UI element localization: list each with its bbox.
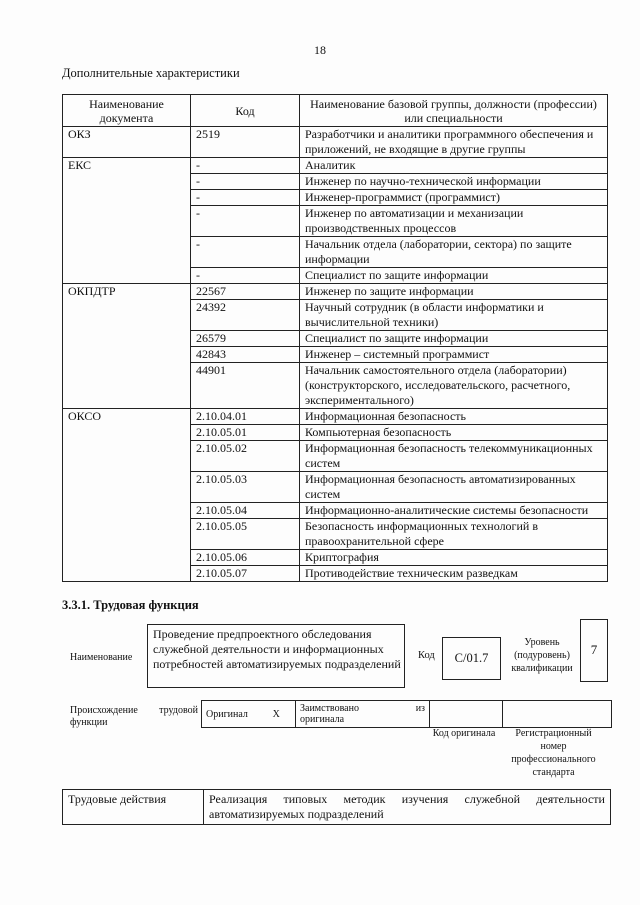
- code-cell: 44901: [191, 363, 300, 409]
- code-cell: -: [191, 158, 300, 174]
- name-cell: Информационная безопасность автоматизированных систем: [300, 472, 608, 503]
- table-row: [63, 127, 608, 158]
- table-row: [63, 363, 608, 409]
- labor-actions-table: [62, 789, 611, 825]
- action-word: изучения: [401, 792, 449, 806]
- origin-label-line2: функции: [70, 717, 108, 728]
- code-cell: 2.10.05.03: [191, 472, 300, 503]
- table-row: [63, 284, 608, 300]
- doc-cell-eks: ЕКС: [63, 158, 191, 174]
- table-row: [63, 566, 608, 582]
- table-row: [63, 472, 608, 503]
- origin-label-word1: Происхождение: [70, 705, 138, 716]
- table-row: [63, 237, 608, 268]
- original-label: Оригинал: [202, 701, 258, 728]
- action-word: Реализация: [209, 792, 268, 806]
- borrowed-word1: Заимствовано: [300, 703, 359, 714]
- table-row: [63, 300, 608, 331]
- doc-cell-okpdtr: ОКПДТР: [63, 284, 191, 300]
- labor-function-heading: 3.3.1. Трудовая функция: [62, 598, 199, 612]
- section-caption: Дополнительные характеристики: [62, 66, 240, 80]
- code-cell: 26579: [191, 331, 300, 347]
- registration-number-cell: [503, 701, 612, 728]
- code-cell: 2.10.05.07: [191, 566, 300, 582]
- qualification-level-label: Уровень (подуровень) квалификации: [511, 637, 573, 674]
- table-row: [63, 268, 608, 284]
- name-cell: Разработчики и аналитики программного обеспечения и приложений, не входящие в другие группы: [300, 127, 608, 158]
- code-cell: -: [191, 190, 300, 206]
- name-cell: Инженер по научно-технической информации: [300, 174, 608, 190]
- labor-action-text: [204, 790, 611, 825]
- code-cell: 2.10.04.01: [191, 409, 300, 425]
- name-cell: Информационно-аналитические системы безопасности: [300, 503, 608, 519]
- table-row: [63, 503, 608, 519]
- header-code: Код: [191, 95, 300, 127]
- borrowed-label: [296, 701, 430, 728]
- table-row: [63, 206, 608, 237]
- qualification-level-value: 7: [580, 619, 608, 682]
- code-cell: -: [191, 174, 300, 190]
- table-row: [63, 550, 608, 566]
- name-cell: Специалист по защите информации: [300, 268, 608, 284]
- origin-table: [201, 700, 612, 728]
- origin-code-caption: Код оригинала: [432, 728, 496, 739]
- code-cell: 42843: [191, 347, 300, 363]
- action-word: служебной: [464, 792, 521, 806]
- name-cell: Начальник самостоятельного отдела (лаборатории) (конструкторского, исследовательского, расчетного, экспериментального): [300, 363, 608, 409]
- table-row: [63, 790, 611, 825]
- code-cell: 22567: [191, 284, 300, 300]
- borrowed-line2: оригинала: [300, 714, 345, 725]
- table-row: [63, 190, 608, 206]
- name-cell: Начальник отдела (лаборатории, сектора) по защите информации: [300, 237, 608, 268]
- name-cell: Инженер – системный программист: [300, 347, 608, 363]
- action-word: деятельности: [536, 792, 605, 806]
- table-row: [63, 158, 608, 174]
- code-cell: 2.10.05.04: [191, 503, 300, 519]
- table-row: [63, 347, 608, 363]
- name-cell: Безопасность информационных технологий в правоохранительной сфере: [300, 519, 608, 550]
- name-cell: Аналитик: [300, 158, 608, 174]
- doc-cell-okso: ОКСО: [63, 409, 191, 425]
- name-cell: Криптография: [300, 550, 608, 566]
- table-row: [63, 174, 608, 190]
- name-cell: Инженер по автоматизации и механизации производственных процессов: [300, 206, 608, 237]
- origin-label-word2: трудовой: [159, 705, 198, 716]
- name-cell: Специалист по защите информации: [300, 331, 608, 347]
- function-code-value: С/01.7: [442, 637, 501, 680]
- name-cell: Инженер по защите информации: [300, 284, 608, 300]
- code-cell: 2.10.05.05: [191, 519, 300, 550]
- table-row: [63, 409, 608, 425]
- doc-cell-okz: ОКЗ: [63, 127, 191, 158]
- table-row: [63, 441, 608, 472]
- table-row: [63, 331, 608, 347]
- code-cell: -: [191, 268, 300, 284]
- name-cell: Инженер-программист (программист): [300, 190, 608, 206]
- table-row: [63, 425, 608, 441]
- labor-actions-label: Трудовые действия: [63, 790, 204, 825]
- name-cell: Противодействие техническим разведкам: [300, 566, 608, 582]
- header-doc-name: Наименование документа: [63, 95, 191, 127]
- page-number: 18: [314, 43, 326, 57]
- function-origin-label: [70, 705, 198, 729]
- code-cell: 2.10.05.06: [191, 550, 300, 566]
- code-cell: 24392: [191, 300, 300, 331]
- action-line2: автоматизируемых подразделений: [209, 807, 384, 821]
- code-cell: -: [191, 206, 300, 237]
- additional-characteristics-table: [62, 94, 608, 582]
- original-mark: X: [258, 701, 296, 728]
- header-base-group: Наименование базовой группы, должности (профессии) или специальности: [300, 95, 608, 127]
- action-word: типовых: [283, 792, 328, 806]
- name-cell: Информационная безопасность: [300, 409, 608, 425]
- registration-number-caption: Регистрационный номер профессионального стандарта: [511, 728, 596, 778]
- code-cell: 2.10.05.01: [191, 425, 300, 441]
- borrowed-word2: из: [415, 703, 425, 714]
- code-cell: 2519: [191, 127, 300, 158]
- code-cell: 2.10.05.02: [191, 441, 300, 472]
- name-cell: Компьютерная безопасность: [300, 425, 608, 441]
- name-cell: Информационная безопасность телекоммуникационных систем: [300, 441, 608, 472]
- function-name-value: Проведение предпроектного обследования служебной деятельности и информационных потребностей автоматизируемых подразделений: [147, 624, 405, 688]
- name-cell: Научный сотрудник (в области информатики и вычислительной техники): [300, 300, 608, 331]
- table-row: [63, 519, 608, 550]
- origin-code-cell: [430, 701, 503, 728]
- code-cell: -: [191, 237, 300, 268]
- function-code-label: Код: [418, 650, 435, 661]
- action-word: методик: [343, 792, 386, 806]
- function-name-label: Наименование: [70, 652, 133, 663]
